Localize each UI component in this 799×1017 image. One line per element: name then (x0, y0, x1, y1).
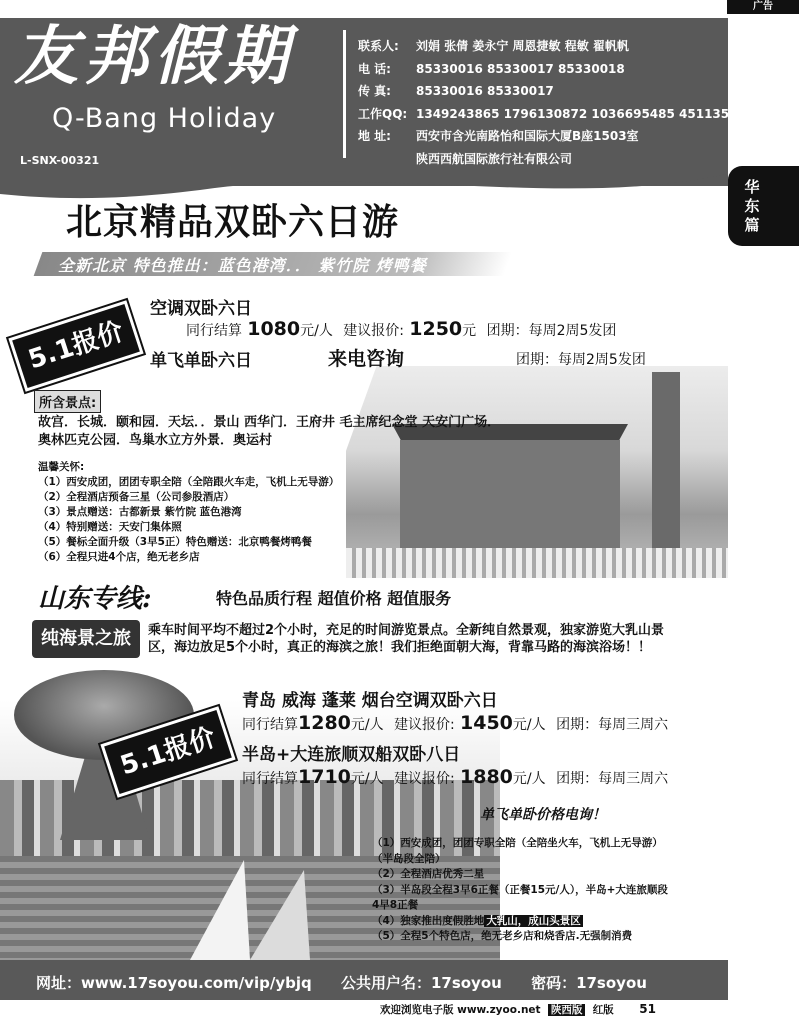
price-badge-shandong: 5.1报价 (100, 706, 235, 798)
price-badge-beijing: 5.1报价 (8, 300, 143, 392)
call-for-price: 单飞单卧价格电询！ (480, 807, 606, 823)
shandong-route2-price: 同行结算1710元/人 建议报价: 1880元/人 团期：每周三周六 (242, 766, 669, 788)
beijing-title: 北京精品双卧六日游 (66, 202, 400, 243)
shandong-title: 山东专线: (38, 584, 152, 614)
scenic-list: 故宫．长城．颐和园．天坛．．景山 西华门．王府井 毛主席纪念堂 天安门广场． 奥林匹克公园．鸟巢水立方外景．奥运村 (38, 415, 501, 448)
public-username: 公共用户名：17soyou (340, 974, 502, 992)
shandong-subtitle: 特色品质行程 超值价格 超值服务 (216, 589, 452, 608)
beijing-route2-price: 来电咨询 (328, 348, 405, 370)
shandong-route1-title: 青岛 威海 蓬莱 烟台空调双卧六日 (242, 691, 498, 711)
tips-list: 温馨关怀: （1）西安成团，团团专职全陪（全陪跟火车走，飞机上无导游） （2）全程酒店预备三星（公司参股酒店） （3）景点赠送：古都新景 紫竹院 蓝色港湾 （4）特别赠送：天安门集体照 （5）餐标全面升级（3早5正）特色赠送：北京鸭餐烤鸭餐 （6）全程只进4个店，绝无老乡店 (38, 461, 340, 563)
logo-english: Q-Bang Holiday (52, 103, 277, 134)
password: 密码：17soyou (531, 974, 647, 992)
beijing-route2-schedule: 团期：每周2周5发团 (516, 352, 646, 368)
sea-tour-tag: 纯海景之旅 (32, 620, 140, 658)
ad-tag: 广告 (727, 0, 799, 14)
header-divider (343, 30, 346, 158)
shandong-notes: （1）西安成团，团团专职全陪（全陪坐火车，飞机上无导游） （半岛段全陪） （2）全程酒店优秀二星 （3）半岛段全程3早6正餐（正餐15元/人），半岛+大连旅顺段 4早8正餐 （4）独家推出度假胜地 大乳山，成山头景区 （5）全程5个特色店，绝无老乡店和烧香店.无强制消费 (372, 837, 668, 942)
contact-info: 联系人: 刘娟 张倩 姜永宁 周恩捷敏 程敏 翟帆帆 电 话: 85330016 85330017 85330018 传 真: 85330016 85330017 工作QQ: 1349243865 1796130872 1036695485 451135756 地 址: 西安市含光南路怡和国际大厦B座1503室 陕西西航国际旅行社有限公司 (358, 39, 755, 166)
beijing-subtitle: 全新北京 特色推出：蓝色港湾．． 紫竹院 烤鸭餐 (58, 256, 427, 275)
beijing-route1-price: 同行结算 1080元/人 建议报价: 1250元 团期：每周2周5发团 (186, 318, 617, 340)
bottom-bar: 欢迎浏览电子版 www.zyoo.net 陕西版 红版 51 (380, 1002, 656, 1016)
side-tab-label: 华东篇 (744, 178, 760, 234)
fence-shape (346, 548, 728, 578)
footer-info (36, 972, 671, 993)
page-number: 51 (639, 1002, 656, 1016)
license-code: L-SNX-00321 (20, 154, 100, 167)
shandong-route2-title: 半岛+大连旅顺双船双卧八日 (242, 745, 461, 765)
beijing-route2-title: 单飞单卧六日 (150, 351, 252, 371)
sea-tour-description: 乘车时间平均不超过2个小时，充足的时间游览景点。全新纯自然景观，独家游览大乳山景区，海边放足5个小时，真正的海滨之旅！我们拒绝面朝大海，背靠马路的海滨浴场！！ (148, 623, 665, 655)
website-link[interactable]: 网址：www.17soyou.com/vip/ybjq (36, 974, 312, 992)
side-tab (728, 166, 799, 246)
logo-chinese: 友邦假期 (14, 19, 294, 94)
gate-shape (400, 440, 620, 550)
scenic-label: 所含景点: (34, 390, 101, 413)
beijing-route1-title: 空调双卧六日 (150, 299, 252, 319)
huabiao-pillar (652, 372, 680, 548)
shandong-route1-price: 同行结算1280元/人 建议报价: 1450元/人 团期：每周三周六 (242, 712, 669, 734)
